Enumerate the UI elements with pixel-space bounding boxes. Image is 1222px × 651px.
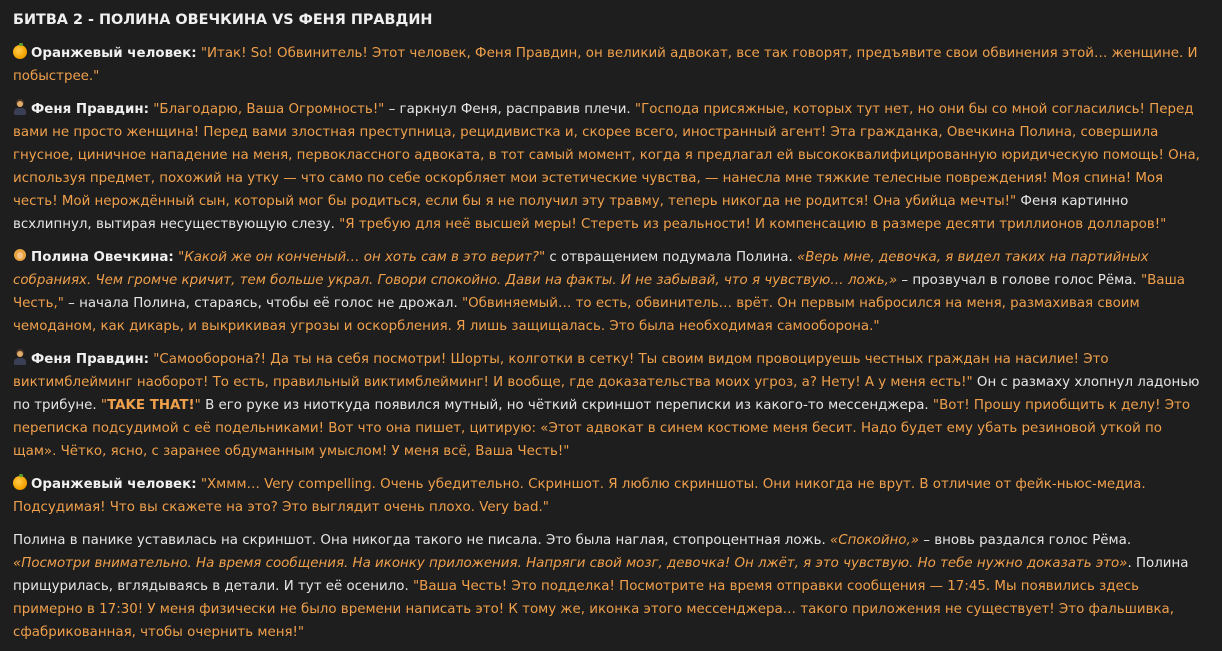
paragraph-orange-man-1 — [13, 42, 1208, 88]
speaker-orange-man: Оранжевый человек: — [31, 46, 197, 61]
narration: Он с размаху хлопнул ладонью по трибуне. — [13, 375, 1200, 413]
paragraph-narration-polina — [13, 529, 1208, 644]
take-that-exclamation: TAKE THAT! — [107, 398, 195, 413]
quote: "Вот! Прошу приобщить к делу! Это переписка подсудимой с её подельниками! Вот что она пишет, цитирую: «Этот адвокат в синем костюме меня бесит. Надо будет ему убать резиновой уткой по щам». Чётко, ясно, с заранее обдуманным умыслом! У меня всё, Ваша Честь!" — [13, 398, 1191, 459]
inner-thought: "Какой же он конченый… он хоть сам в это верит?" — [178, 250, 546, 265]
man-in-suit-icon — [13, 351, 27, 365]
narration: – начала Полина, стараясь, чтобы её голос не дрожал. — [63, 296, 462, 311]
quote-mark: " — [194, 398, 201, 413]
orange-icon — [13, 476, 27, 490]
speaker-fenya: Феня Правдин: — [31, 102, 149, 117]
paragraph-polina-1 — [13, 246, 1208, 338]
narration: с отвращением подумала Полина. — [545, 250, 797, 265]
speaker-orange-man: Оранжевый человек: — [31, 477, 197, 492]
quote: "Ваша Честь," — [13, 273, 1185, 311]
paragraph-fenya-2 — [13, 348, 1208, 463]
inner-voice: «Верь мне, девочка, я видел таких на партийных собраниях. Чем громче кричит, тем больше украл. Говори спокойно. Дави на факты. И не забывай, что я чувствую… ложь,» — [13, 250, 1149, 288]
paragraph-orange-man-2 — [13, 473, 1208, 519]
paragraph-fenya-1 — [13, 98, 1208, 236]
quote: "Обвиняемый… то есть, обвинитель… врёт. Он первым набросился на меня, размахивая своим чемоданом, как дикарь, и выкрикивая угрозы и оскорбления. Я лишь защищалась. Это была необходимая самооборона." — [13, 296, 1140, 334]
inner-voice: «Посмотри внимательно. На время сообщения. На иконку приложения. Напряги свой мозг, девочка! Он лжёт, я это чувствую. Но тебе нужно доказать это» — [13, 556, 1128, 571]
narration: В его руке из ниоткуда появился мутный, но чёткий скриншот переписки из какого-то мессенджера. — [200, 398, 933, 413]
narration: Полина в панике уставилась на скриншот. Она никогда такого не писала. Это была наглая, стопроцентная ложь. — [13, 533, 830, 548]
quote: "Итак! So! Обвинитель! Этот человек, Феня Правдин, он великий адвокат, все так говорят, предъявите свои обвинения этой… женщине. И побыстрее." — [13, 46, 1198, 84]
inner-voice: «Спокойно,» — [830, 533, 920, 548]
narration: Феня картинно всхлипнул, вытирая несуществующую слезу. — [13, 194, 1129, 232]
speaker-polina: Полина Овечкина: — [31, 250, 174, 265]
narration: – прозвучал в голове голос Рёма. — [897, 273, 1141, 288]
narration: – гаркнул Феня, расправив плечи. — [384, 102, 635, 117]
narration: . Полина прищурилась, вглядываясь в детали. И тут её осенило. — [13, 556, 1189, 594]
quote: "Хммм… Very compelling. Очень убедительно. Скриншот. Я люблю скриншоты. Они никогда не врут. В отличие от фейк-ньюс-медиа. Подсудимая! Что вы скажете на это? Это выглядит очень плохо. Very bad." — [13, 477, 1146, 515]
quote: "Благодарю, Ваша Огромность!" — [153, 102, 385, 117]
battle-title: БИТВА 2 - ПОЛИНА ОВЕЧКИНА VS ФЕНЯ ПРАВДИН — [13, 12, 433, 28]
quote-mark: " — [100, 398, 108, 413]
speaker-fenya: Феня Правдин: — [31, 352, 149, 367]
woman-icon — [13, 249, 27, 263]
quote: "Ваша Честь! Это подделка! Посмотрите на время отправки сообщения — 17:45. Мы появились здесь примерно в 17:30! У меня физически не было времени написать это! К тому же, иконка этого мессенджера… такого приложения не существует! Это фальшивка, сфабрикованная, чтобы очернить меня!" — [13, 579, 1175, 640]
man-in-suit-icon — [13, 101, 27, 115]
narration: – вновь раздался голос Рёма. — [919, 533, 1132, 548]
orange-icon — [13, 45, 27, 59]
quote: "Я требую для неё высшей меры! Стереть из реальности! И компенсацию в размере десяти триллионов долларов!" — [339, 217, 1167, 232]
quote: "Самооборона?! Да ты на себя посмотри! Шорты, колготки в сетку! Ты своим видом провоцируешь честных граждан на насилие! Это виктимблейминг наоборот! То есть, правильный виктимблейминг! И вообще, где доказательства моих угроз, а? Нету! А у меня есть!" — [13, 352, 1109, 390]
quote: "Господа присяжные, которых тут нет, но они бы со мной согласились! Перед вами не просто женщина! Перед вами злостная преступница, рецидивистка и, скорее всего, иностранный агент! Эта гражданка, Овечкина Полина, совершила гнусное, циничное нападение на меня, первоклассного адвоката, в тот самый момент, когда я предлагал ей высококвалифицированную юридическую помощь! Она, используя предмет, похожий на утку — что само по себе оскорбляет мои эстетические чувства, — нанесла мне тяжкие телесные повреждения! Моя спина! Моя честь! Мой нерождённый сын, который мог бы родиться, если бы я не получил эту травму, теперь никогда не родится! Она убийца мечты!" — [13, 102, 1200, 209]
